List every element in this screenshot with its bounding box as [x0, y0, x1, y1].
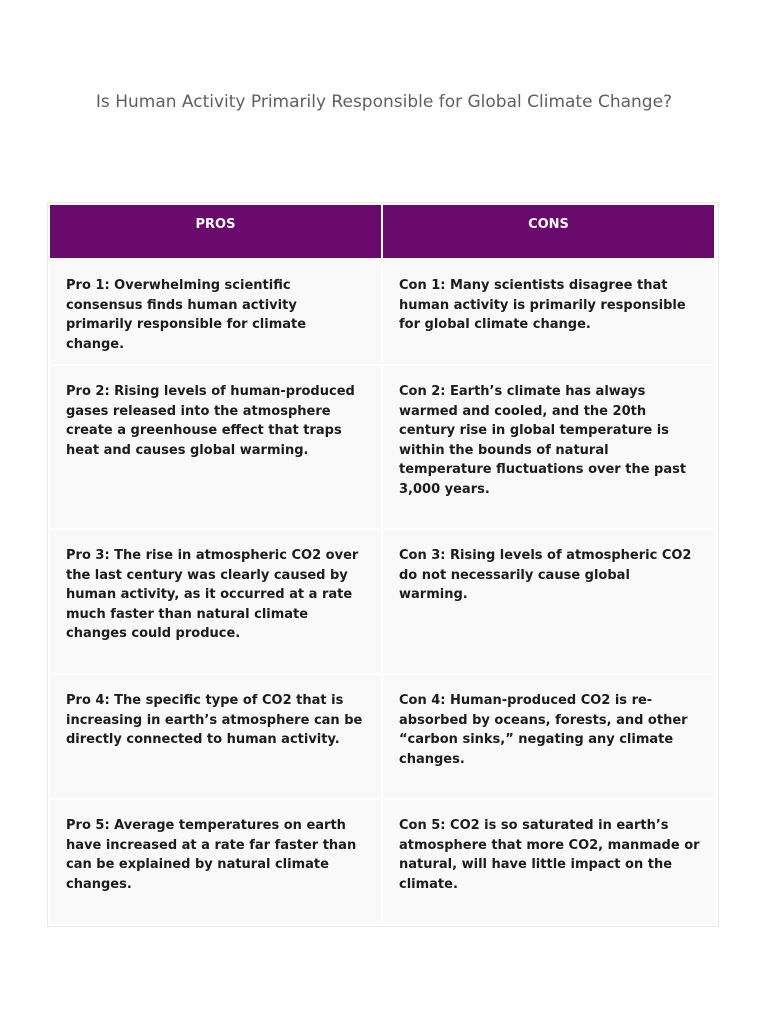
pros-cons-table — [48, 203, 716, 926]
con-cell-2: Con 2: Earth’s climate has always warmed and cooled, and the 20th century rise in global temperature is within the bounds of natural temperature fluctuations over the past 3,000 years. — [382, 365, 715, 529]
pros-header: PROS — [49, 204, 382, 259]
table-header-row — [49, 204, 715, 259]
pros-cons-table-container — [47, 202, 719, 927]
table-body — [49, 259, 715, 925]
con-cell-5: Con 5: CO2 is so saturated in earth’s atmosphere that more CO2, manmade or natural, will have little impact on the climate. — [382, 799, 715, 925]
pro-cell-1: Pro 1: Overwhelming scientific consensus finds human activity primarily responsible for climate change. — [49, 259, 382, 365]
cons-header: CONS — [382, 204, 715, 259]
pro-cell-5: Pro 5: Average temperatures on earth have increased at a rate far faster than can be explained by natural climate changes. — [49, 799, 382, 925]
pro-cell-2: Pro 2: Rising levels of human-produced gases released into the atmosphere create a greenhouse effect that traps heat and causes global warming. — [49, 365, 382, 529]
table-row — [49, 674, 715, 799]
page-title: Is Human Activity Primarily Responsible for Global Climate Change? — [95, 92, 673, 112]
table-row — [49, 529, 715, 674]
table-header — [49, 204, 715, 259]
con-cell-4: Con 4: Human-produced CO2 is re-absorbed by oceans, forests, and other “carbon sinks,” negating any climate changes. — [382, 674, 715, 799]
table-row — [49, 259, 715, 365]
con-cell-3: Con 3: Rising levels of atmospheric CO2 do not necessarily cause global warming. — [382, 529, 715, 674]
pro-cell-3: Pro 3: The rise in atmospheric CO2 over the last century was clearly caused by human activity, as it occurred at a rate much faster than natural climate changes could produce. — [49, 529, 382, 674]
pro-cell-4: Pro 4: The specific type of CO2 that is increasing in earth’s atmosphere can be directly connected to human activity. — [49, 674, 382, 799]
table-row — [49, 799, 715, 925]
con-cell-1: Con 1: Many scientists disagree that human activity is primarily responsible for global climate change. — [382, 259, 715, 365]
table-row — [49, 365, 715, 529]
